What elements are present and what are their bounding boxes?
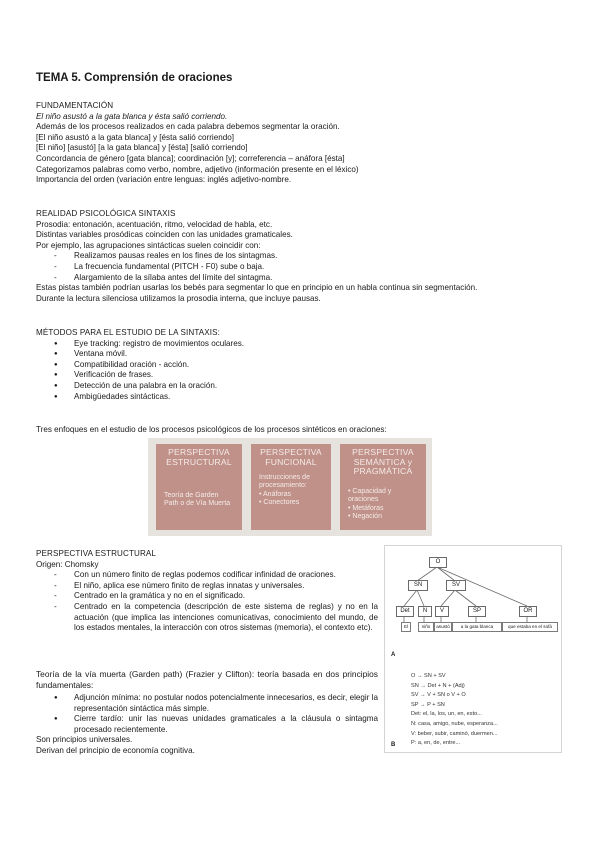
list-item: ● Cierre tardío: unir las nuevas unidades gramaticales a la cláusula o sintagma procesado recientemente. [36,714,378,735]
perspective-line: procesamiento: [259,482,307,490]
page-title: TEMA 5. Comprensión de oraciones [36,72,233,84]
perspective-line: oraciones [348,496,379,504]
section-heading: FUNDAMENTACIÓN [36,101,114,110]
list-item: - El niño, aplica ese número finito de reglas innatas y universales. [36,581,378,592]
enfoques-intro: Tres enfoques en el estudio de los procesos psicológicos de los procesos sintéticos en oraciones: [36,425,387,434]
list-item: - Con un número finito de reglas podemos codificar infinidad de oraciones. [36,570,378,581]
rule-line: SV → V + SN o V + O [411,692,466,699]
tree-node-sp: SP [468,606,486,617]
section-heading: MÉTODOS PARA EL ESTUDIO DE LA SINTAXIS: [36,328,220,337]
rule-line: Det: el, la, los, un, en, esto... [411,711,482,718]
tree-leaf: El [401,622,411,632]
tree-node-sn: SN [408,580,428,591]
dash-list [36,570,378,634]
perspective-line: • Conectores [259,499,300,507]
perspective-body [259,474,310,508]
tree-leaf: a la gata blanca [452,622,502,632]
list-item: ● Ventana móvil. [36,349,244,360]
list-item: - Alargamiento de la sílaba antes del límite del sintagma. [36,273,566,284]
figure-label-a: A [391,652,396,658]
list-item: - Centrado en la competencia (descripción de este sistema de reglas) y no en la actuación (que implica las intenciones comunicativas, conocimiento del mundo, de los estados mentales, la interacción con otros sistemas (memoria), el contexto etc). [36,602,378,634]
perspective-body [164,492,230,509]
text-line: Además de los procesos realizados en cada palabra debemos segmentar la oración. [36,122,340,132]
perspective-line: • Negación [348,513,382,521]
tree-node-v: V [435,606,449,617]
text-line: Distintas variables prosódicas coinciden con las unidades gramaticales. [36,230,293,240]
rule-line: SN → Det + N + (Adj) [411,682,465,689]
section-metodos [36,328,244,402]
garden-path-intro: Teoría de la vía muerta (Garden path) (Frazier y Clifton): teoría basada en dos principios fundamentales: [36,669,378,690]
perspective-line: • Metáforas [348,504,384,512]
text-line: [El niño asustó a la gata blanca] y [ésta salió corriendo] [36,132,234,142]
perspective-title: PERSPECTIVA SEMÁNTICA y PRAGMÁTICA [352,447,414,476]
tree-leaf: que estaba en el sofá [502,622,558,632]
tree-leaf: asustó [434,622,452,632]
text-line: Estas pistas también podrían usarlas los bebés para segmentar lo que en principio en un habla continua sin segmentación. [36,283,478,293]
text-line: Derivan del principio de economía cognitiva. [36,745,195,755]
perspective-box-semantica [340,444,426,530]
perspective-title: PERSPECTIVA ESTRUCTURAL [166,447,232,467]
perspectives-diagram [148,438,432,536]
principles-block [36,693,378,757]
text-line: Son principios universales. [36,735,133,745]
figure-label-b: B [391,742,396,748]
section-heading: PERSPECTIVA ESTRUCTURAL [36,549,156,558]
example-sentence: El niño asustó a la gata blanca y ésta salió corriendo. [36,111,228,121]
list-item: - La frecuencia fundamental (PITCH - F0) sube o baja. [36,262,566,273]
text-line: [El niño] [asustó] [a la gata blanca] y [ésta] [salió corriendo] [36,143,248,153]
text-line: Concordancia de género [gata blanca]; coordinación [y]; correferencia – anáfora [ésta] [36,153,345,163]
list-item: ● Ambigüedades sintácticas. [36,392,244,403]
rule-line: V: beber, subir, caminó, duermen... [411,730,498,737]
list-item: ● Detección de una palabra en la oración. [36,381,244,392]
perspective-body [348,488,391,522]
list-item: ● Eye tracking: registro de movimientos oculares. [36,339,244,350]
text-line: Por ejemplo, las agrupaciones sintácticas suelen coincidir con: [36,240,261,250]
text-line: Durante la lectura silenciosa utilizamos la prosodia interna, que incluye pausas. [36,293,321,303]
text-line: Categorizamos palabras como verbo, nombre, adjetivo (información presente en el léxico) [36,164,359,174]
section-fundamentacion [36,101,359,186]
perspective-line: Teoría de Garden [164,492,219,499]
perspective-line: • Anáforas [259,490,292,498]
list-item: ● Compatibilidad oración - acción. [36,360,244,371]
rule-line: N: casa, amigo, nube, esperanza... [411,720,498,727]
rule-line: SP → P + SN [411,701,445,708]
rule-line: P: a, en, de, entre... [411,740,461,747]
perspective-box-estructural [156,444,242,530]
tree-node-n: N [418,606,432,617]
text-line: Prosodia: entonación, acentuación, ritmo, velocidad de habla, etc. [36,219,273,229]
perspective-line: Path o de Vía Muerta [164,500,231,508]
list-item: ● Adjunción mínima: no postular nodos potencialmente innecesarios, es decir, elegir la representación sintáctica más simple. [36,693,378,714]
perspective-line: • Capacidad y [348,488,392,495]
tree-node-sv: SV [446,580,466,591]
bullet-list [36,339,244,403]
rule-line: O → SN + SV [411,673,446,679]
section-heading: REALIDAD PSICOLÓGICA SINTAXIS [36,209,176,218]
tree-node-o: O [429,557,447,568]
perspective-title: PERSPECTIVA FUNCIONAL [260,447,322,467]
perspective-box-funcional [251,444,331,530]
list-item: ● Verificación de frases. [36,370,244,381]
bullet-list [36,693,378,735]
tree-leaf: niño [418,622,434,632]
tree-node-or: OR [519,606,537,617]
section-estructural [36,549,378,634]
list-item: - Realizamos pausas reales en los fines de los sintagmas. [36,251,566,262]
perspective-line: Instrucciones de [259,474,310,481]
text-line: Importancia del orden (variación entre lenguas: inglés adjetivo-nombre. [36,175,292,185]
section-realidad [36,209,566,304]
list-item: - Centrado en la gramática y no en el significado. [36,591,378,602]
grammar-rules [411,672,498,749]
origin-line: Origen: Chomsky [36,559,99,569]
syntax-tree-figure [384,545,562,753]
dash-list [36,251,566,283]
tree-node-det: Det [396,606,414,617]
